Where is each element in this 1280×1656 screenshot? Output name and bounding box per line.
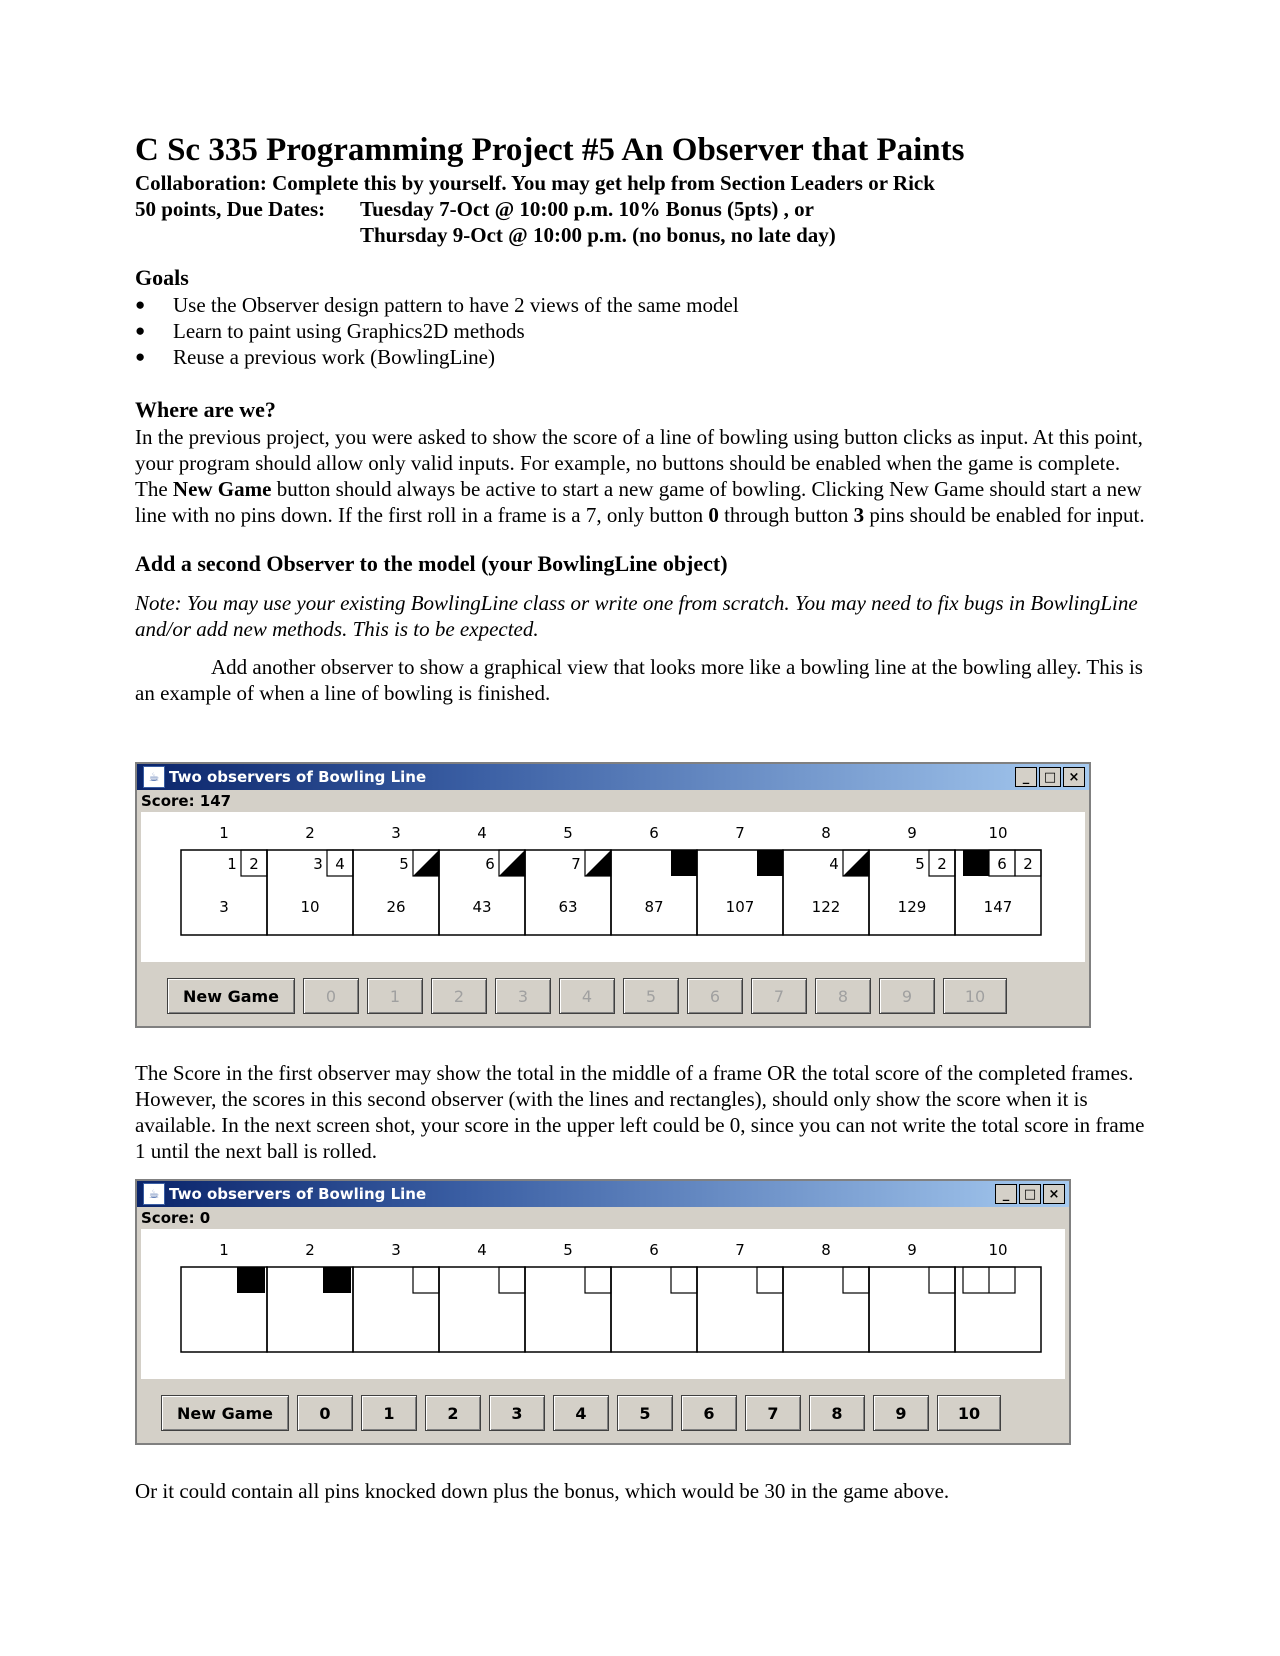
pin-button-2[interactable]: 2 — [431, 978, 487, 1014]
frame-total: 107 — [725, 898, 755, 916]
frame-number: 8 — [821, 1241, 831, 1259]
bowling-canvas — [141, 1229, 1065, 1379]
frame-box — [525, 850, 611, 935]
frame-box — [783, 850, 869, 935]
frame-total: 87 — [644, 898, 664, 916]
frame-number: 10 — [988, 1241, 1008, 1259]
maximize-icon[interactable]: □ — [1019, 1184, 1041, 1204]
spare-mark — [413, 850, 439, 876]
frame-box — [439, 850, 525, 935]
final-text — [135, 1478, 1145, 1504]
pin-button-10[interactable]: 10 — [937, 1395, 1001, 1431]
goals-heading: Goals — [135, 265, 189, 290]
pin-button-3[interactable]: 3 — [495, 978, 551, 1014]
pin-button-5[interactable]: 5 — [623, 978, 679, 1014]
pin-button-1[interactable]: 1 — [361, 1395, 417, 1431]
strike-mark — [323, 1267, 351, 1293]
frame-number: 4 — [477, 824, 487, 842]
frame-box — [353, 850, 439, 935]
frame-box — [439, 1267, 525, 1352]
pin-button-7[interactable]: 7 — [751, 978, 807, 1014]
frame-total: 122 — [811, 898, 841, 916]
window-title-bar — [137, 764, 1089, 790]
ball-value: 5 — [915, 855, 925, 873]
frame-number: 9 — [907, 1241, 917, 1259]
goal-item: ● Learn to paint using Graphics2D methods — [135, 318, 1145, 344]
strike-mark — [237, 1267, 265, 1293]
spare-mark — [585, 850, 611, 876]
where-paragraph: In the previous project, you were asked to show the score of a line of bowling using button clicks as input. At this point, your program should allow only valid inputs. For example, no buttons should be enabled when the game is complete. The New Game button should always be active to start a new game of bowling. Clicking New Game should start a new line with no pins down. If the first roll in a frame is a 7, only button 0 through button 3 pins should be enabled for input. — [135, 425, 1145, 527]
ball-box — [929, 1267, 955, 1293]
ball-value: 6 — [997, 855, 1007, 873]
ball-value: 2 — [1023, 855, 1033, 873]
due-dates-2 — [135, 222, 1145, 248]
frame-number: 2 — [305, 1241, 315, 1259]
pin-button-7[interactable]: 7 — [745, 1395, 801, 1431]
frame-number: 6 — [649, 1241, 659, 1259]
frame-box — [525, 1267, 611, 1352]
scoreboard-graphic — [141, 812, 1085, 962]
add-observer-heading: Add a second Observer to the model (your BowlingLine object) — [135, 551, 728, 576]
frame-number: 1 — [219, 824, 229, 842]
goals-list — [135, 292, 1145, 370]
close-icon[interactable]: × — [1063, 767, 1085, 787]
window-title: Two observers of Bowling Line — [169, 768, 427, 786]
goal-item: ● Reuse a previous work (BowlingLine) — [135, 344, 1145, 370]
pin-button-5[interactable]: 5 — [617, 1395, 673, 1431]
pin-button-8[interactable]: 8 — [815, 978, 871, 1014]
ball-value: 4 — [829, 855, 839, 873]
strike-mark — [963, 850, 989, 876]
frame-total: 129 — [897, 898, 927, 916]
score-label: Score: 0 — [137, 1207, 1069, 1229]
strike-mark — [671, 850, 697, 876]
pin-button-9[interactable]: 9 — [873, 1395, 929, 1431]
frame-number: 10 — [988, 824, 1008, 842]
spare-mark — [499, 850, 525, 876]
pin-button-3[interactable]: 3 — [489, 1395, 545, 1431]
middle-paragraph: The Score in the first observer may show the total in the middle of a frame OR the total score of the completed frames. However, the scores in this second observer (with the lines and rectangles), should only show the score when it is available. In the next screen shot, your score in the upper left could be 0, since you can not write the total score in frame 1 until the next ball is rolled. — [135, 1061, 1145, 1163]
frame-number: 7 — [735, 824, 745, 842]
pin-button-8[interactable]: 8 — [809, 1395, 865, 1431]
document-page — [135, 130, 1145, 706]
frame-number: 2 — [305, 824, 315, 842]
frame-box — [783, 1267, 869, 1352]
ball-value: 3 — [313, 855, 323, 873]
frame-box — [955, 1267, 1041, 1352]
bowling-window-2 — [135, 1179, 1071, 1445]
ball-box — [499, 1267, 525, 1293]
ball-value: 7 — [571, 855, 581, 873]
strike-mark — [757, 850, 783, 876]
scoreboard-graphic — [141, 1229, 1065, 1379]
button-row — [137, 962, 1089, 1020]
frame-number: 7 — [735, 1241, 745, 1259]
pin-button-1[interactable]: 1 — [367, 978, 423, 1014]
note-paragraph: Note: You may use your existing BowlingLine class or write one from scratch. You may need to fix bugs in BowlingLine and/or add new methods. This is to be expected. — [135, 591, 1138, 641]
pin-button-6[interactable]: 6 — [681, 1395, 737, 1431]
window-title-bar — [137, 1181, 1069, 1207]
pin-button-10[interactable]: 10 — [943, 978, 1007, 1014]
frame-number: 6 — [649, 824, 659, 842]
due-label: 50 points, Due Dates: — [135, 197, 326, 221]
maximize-icon[interactable]: □ — [1039, 767, 1061, 787]
frame-total: 10 — [300, 898, 320, 916]
frame-total: 26 — [386, 898, 406, 916]
minimize-icon[interactable]: _ — [995, 1184, 1017, 1204]
frame-total: 3 — [219, 898, 229, 916]
frame-total: 63 — [558, 898, 578, 916]
frame-box — [869, 1267, 955, 1352]
ball-box — [843, 1267, 869, 1293]
ball-box — [757, 1267, 783, 1293]
ball-value: 4 — [335, 855, 345, 873]
new-game-button[interactable]: New Game — [167, 978, 295, 1014]
frame-box — [697, 1267, 783, 1352]
ball-box — [671, 1267, 697, 1293]
goal-item: ● Use the Observer design pattern to have 2 views of the same model — [135, 292, 1145, 318]
frame-box — [353, 1267, 439, 1352]
java-app-icon: ☕ — [143, 1183, 165, 1205]
ball-value: 5 — [399, 855, 409, 873]
frame-number: 1 — [219, 1241, 229, 1259]
pin-button-4[interactable]: 4 — [553, 1395, 609, 1431]
due-line-2: Thursday 9-Oct @ 10:00 p.m. (no bonus, no late day) — [360, 223, 836, 247]
frame-number: 8 — [821, 824, 831, 842]
java-app-icon: ☕ — [143, 766, 165, 788]
ball-value: 2 — [249, 855, 259, 873]
pin-button-2[interactable]: 2 — [425, 1395, 481, 1431]
page-title: C Sc 335 Programming Project #5 An Observer that Paints — [135, 132, 965, 168]
ball-box — [413, 1267, 439, 1293]
bowling-window-1 — [135, 762, 1091, 1028]
where-heading: Where are we? — [135, 397, 276, 422]
middle-text — [135, 1060, 1145, 1164]
frame-total: 43 — [472, 898, 492, 916]
due-dates — [135, 196, 1145, 222]
collaboration-line: Collaboration: Complete this by yourself. You may get help from Section Leaders or Rick — [135, 171, 935, 195]
frame-number: 3 — [391, 824, 401, 842]
pin-button-0[interactable]: 0 — [303, 978, 359, 1014]
new-game-button[interactable]: New Game — [161, 1395, 289, 1431]
frame-number: 3 — [391, 1241, 401, 1259]
score-label: Score: 147 — [137, 790, 1089, 812]
ball-value: 1 — [227, 855, 237, 873]
bowling-canvas — [141, 812, 1085, 962]
ball-box — [585, 1267, 611, 1293]
spare-mark — [843, 850, 869, 876]
frame-total: 147 — [983, 898, 1013, 916]
window-title: Two observers of Bowling Line — [169, 1185, 427, 1203]
minimize-icon[interactable]: _ — [1015, 767, 1037, 787]
ball-value: 6 — [485, 855, 495, 873]
button-row — [137, 1379, 1069, 1437]
pin-button-0[interactable]: 0 — [297, 1395, 353, 1431]
pin-button-9[interactable]: 9 — [879, 978, 935, 1014]
frame-number: 5 — [563, 1241, 573, 1259]
frame-box — [611, 1267, 697, 1352]
pin-button-6[interactable]: 6 — [687, 978, 743, 1014]
pin-button-4[interactable]: 4 — [559, 978, 615, 1014]
frame-number: 4 — [477, 1241, 487, 1259]
add-observer-paragraph: Add another observer to show a graphical view that looks more like a bowling line at the bowling alley. This is an example of when a line of bowling is finished. — [135, 655, 1143, 705]
final-paragraph: Or it could contain all pins knocked down plus the bonus, which would be 30 in the game above. — [135, 1479, 950, 1503]
due-line-1: Tuesday 7-Oct @ 10:00 p.m. 10% Bonus (5pts) , or — [360, 197, 814, 221]
close-icon[interactable]: × — [1043, 1184, 1065, 1204]
ball-value: 2 — [937, 855, 947, 873]
frame-number: 5 — [563, 824, 573, 842]
frame-number: 9 — [907, 824, 917, 842]
